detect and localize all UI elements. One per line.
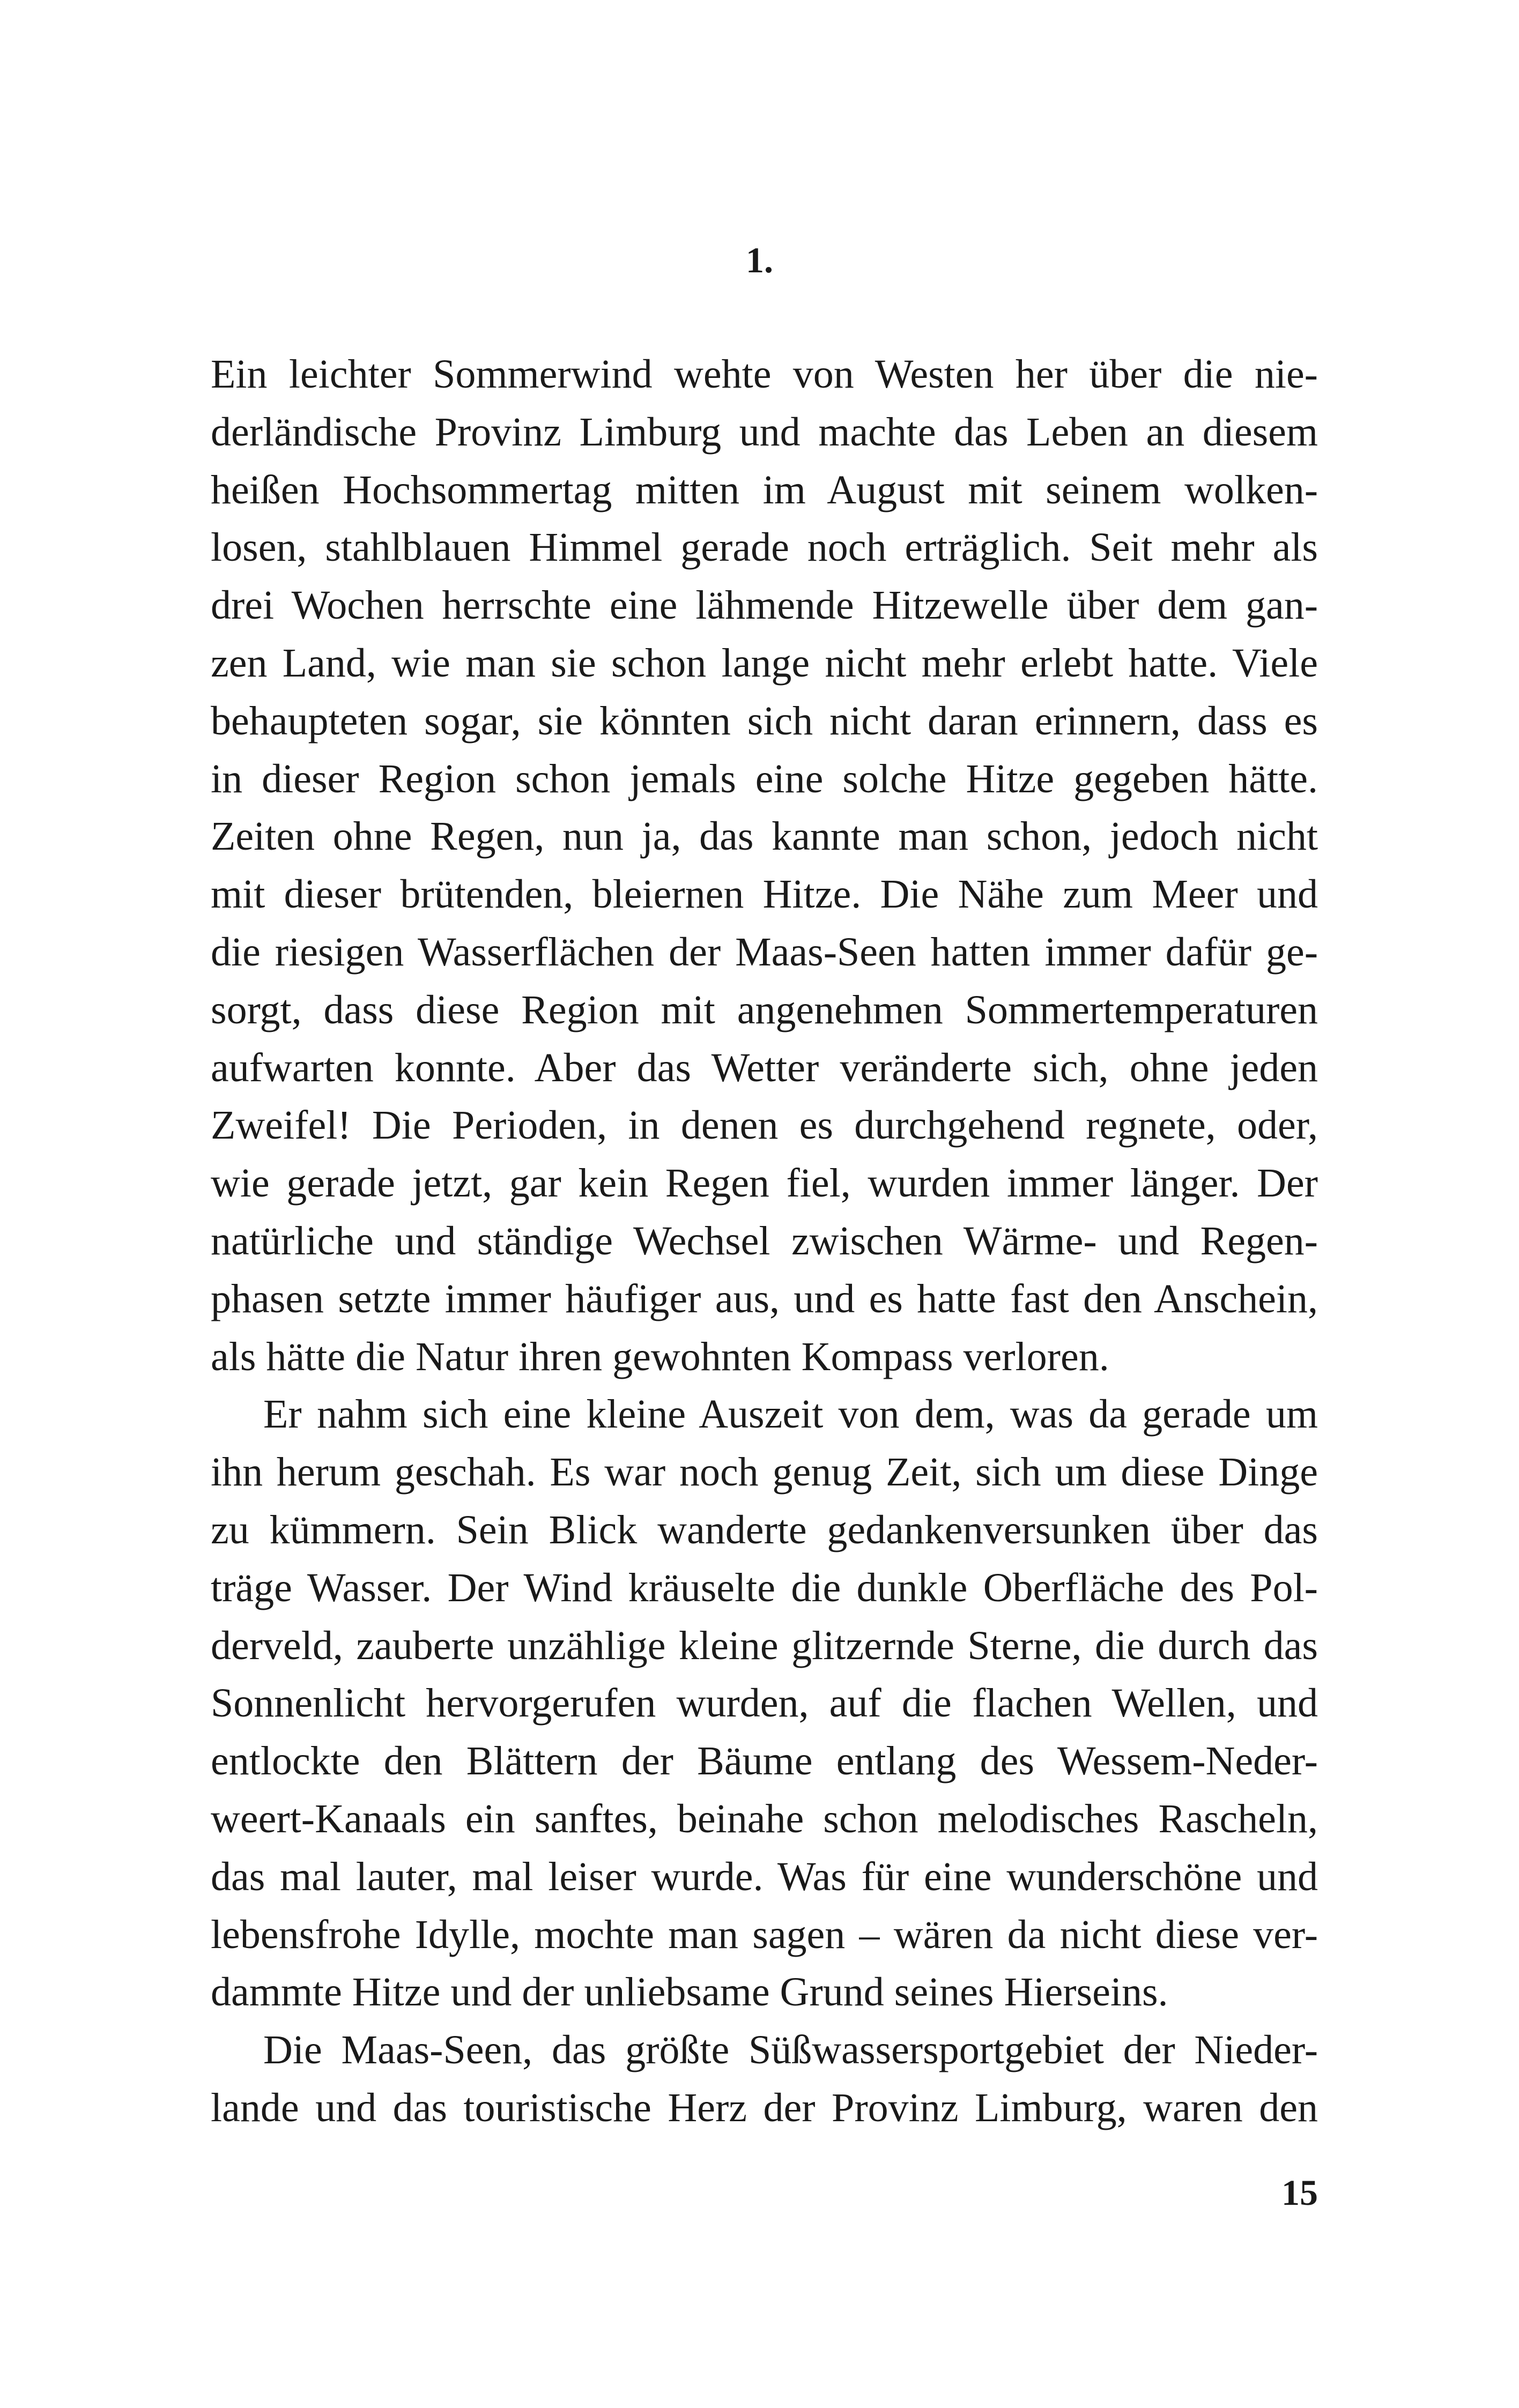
text-line: dammte Hitze und der unliebsame Grund seines Hierseins. [211, 1969, 1168, 2015]
text-line: phasen setzte immer häufiger aus, und es hatte fast den Anschein, [211, 1276, 1318, 1321]
text-line: Ein leichter Sommerwind wehte von Westen her über die nie- [211, 352, 1318, 397]
body-text [211, 346, 1318, 2137]
text-line: sorgt, dass diese Region mit angenehmen Sommertemperaturen [211, 987, 1318, 1032]
text-line: Sonnenlicht hervorgerufen wurden, auf die flachen Wellen, und [211, 1681, 1318, 1726]
text-line: zen Land, wie man sie schon lange nicht mehr erlebt hatte. Viele [211, 640, 1318, 686]
text-line: drei Wochen herrschte eine lähmende Hitzewelle über dem gan- [211, 583, 1318, 628]
text-line: zu kümmern. Sein Blick wanderte gedankenversunken über das [211, 1507, 1318, 1552]
text-line: die riesigen Wasserflächen der Maas-Seen hatten immer dafür ge- [211, 929, 1318, 975]
text-line: natürliche und ständige Wechsel zwischen Wärme- und Regen- [211, 1218, 1318, 1264]
text-line: Zweifel! Die Perioden, in denen es durchgehend regnete, oder, [211, 1103, 1318, 1148]
text-line: losen, stahlblauen Himmel gerade noch erträglich. Seit mehr als [211, 525, 1318, 570]
text-line: derveld, zauberte unzählige kleine glitzernde Sterne, die durch das [211, 1623, 1318, 1668]
text-line: als hätte die Natur ihren gewohnten Kompass verloren. [211, 1334, 1109, 1379]
text-line: entlockte den Blättern der Bäume entlang des Wessem-Neder- [211, 1738, 1318, 1784]
page-number: 15 [1281, 2172, 1318, 2213]
text-line: ihn herum geschah. Es war noch genug Zeit, sich um diese Dinge [211, 1450, 1318, 1495]
text-line: behaupteten sogar, sie könnten sich nicht daran erinnern, dass es [211, 698, 1318, 744]
text-line: derländische Provinz Limburg und machte das Leben an diesem [211, 409, 1318, 455]
text-line: aufwarten konnte. Aber das Wetter veränderte sich, ohne jeden [211, 1045, 1318, 1090]
paragraph-first-line: Die Maas-Seen, das größte Süßwassersportgebiet der Nieder- [263, 2027, 1318, 2073]
text-line: in dieser Region schon jemals eine solche Hitze gegeben hätte. [211, 756, 1318, 801]
paragraph-first-line: Er nahm sich eine kleine Auszeit von dem, was da gerade um [263, 1392, 1318, 1437]
text-line: lande und das touristische Herz der Provinz Limburg, waren den [211, 2085, 1318, 2130]
text-line: wie gerade jetzt, gar kein Regen fiel, wurden immer länger. Der [211, 1161, 1318, 1206]
text-line: weert-Kanaals ein sanftes, beinahe schon melodisches Rascheln, [211, 1796, 1318, 1841]
text-line: Zeiten ohne Regen, nun ja, das kannte man schon, jedoch nicht [211, 814, 1318, 859]
chapter-number: 1. [746, 240, 773, 280]
text-line: heißen Hochsommertag mitten im August mit seinem wolken- [211, 467, 1318, 512]
text-line: das mal lauter, mal leiser wurde. Was für eine wunderschöne und [211, 1854, 1318, 1899]
text-line: mit dieser brütenden, bleiernen Hitze. Die Nähe zum Meer und [211, 872, 1318, 917]
text-line: träge Wasser. Der Wind kräuselte die dunkle Oberfläche des Pol- [211, 1565, 1318, 1610]
text-line: lebensfrohe Idylle, mochte man sagen – wären da nicht diese ver- [211, 1912, 1318, 1957]
